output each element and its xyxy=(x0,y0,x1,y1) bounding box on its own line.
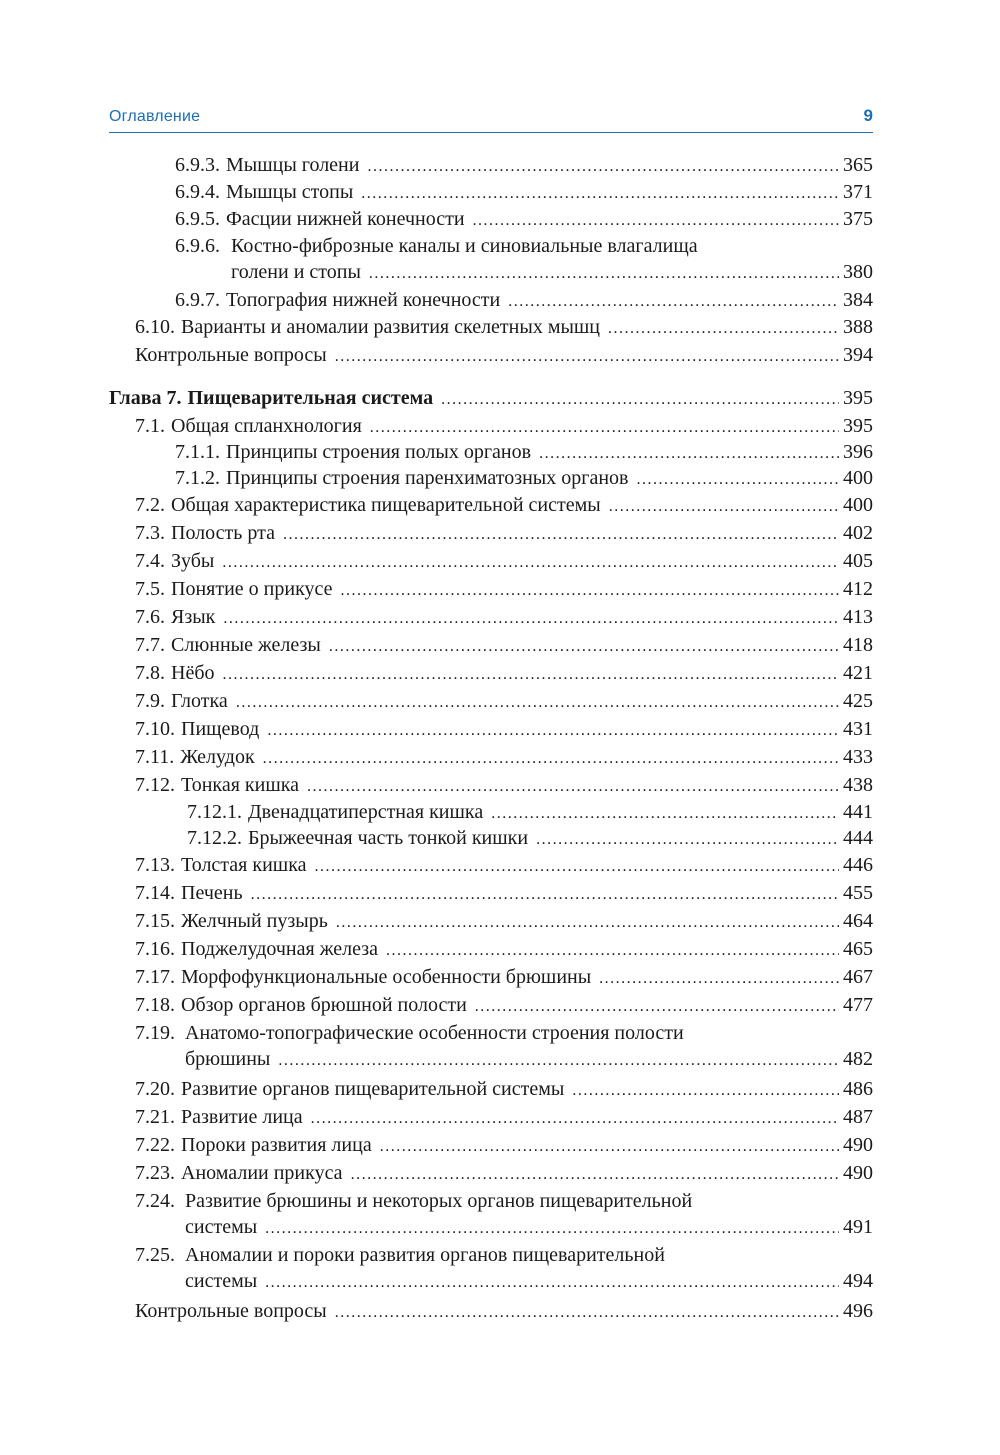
dot-leader xyxy=(236,689,839,717)
toc-entry-title: Топография нижней конечности xyxy=(226,289,501,311)
dot-leader xyxy=(265,1215,839,1243)
dot-leader xyxy=(311,1105,839,1133)
toc-entry-title: Принципы строения полых органов xyxy=(226,441,532,463)
toc-entry-number: 7.13. xyxy=(135,854,175,876)
toc-entry-page: 405 xyxy=(843,550,873,572)
toc-entry-page: 441 xyxy=(843,801,873,823)
toc-entry-number: 7.10. xyxy=(135,718,175,740)
toc-entry-number: 7.12. xyxy=(135,774,175,796)
dot-leader xyxy=(222,549,839,577)
toc-entry-page: 446 xyxy=(843,854,873,876)
toc-entry-number: 6.9.5. xyxy=(175,208,220,230)
toc-entry-page: 394 xyxy=(843,344,873,366)
toc-entry-title: Принципы строения паренхиматозных органов xyxy=(226,467,629,489)
toc-entry-title: Контрольные вопросы xyxy=(135,1300,327,1322)
toc-entry-page: 421 xyxy=(843,662,873,684)
dot-leader xyxy=(223,605,839,633)
dot-leader xyxy=(263,745,839,773)
toc-entry-number: 7.1. xyxy=(135,415,165,437)
toc-entry-title: Глотка xyxy=(171,690,228,712)
toc-entry-title: Поджелудочная железа xyxy=(181,938,379,960)
toc-entry-title-continuation: голени и стопы xyxy=(231,261,361,283)
toc-entry-page: 412 xyxy=(843,578,873,600)
toc-entry-title: Мышцы голени xyxy=(226,154,360,176)
toc-entry-number: 7.4. xyxy=(135,550,165,572)
toc-entry-number: 7.5. xyxy=(135,578,165,600)
toc-entry-page: 464 xyxy=(843,910,873,932)
toc-entry-title: Фасции нижней конечности xyxy=(226,208,465,230)
toc-entry-page: 418 xyxy=(843,634,873,656)
dot-leader xyxy=(267,717,839,745)
toc-entry-number: 7.20. xyxy=(135,1078,175,1100)
toc-entry-number: 7.2. xyxy=(135,494,165,516)
toc-entry-number: Глава 7. xyxy=(109,387,182,409)
toc-entry-page: 396 xyxy=(843,441,873,463)
toc-entry-number: 7.12.2. xyxy=(187,827,242,849)
toc-entry-title: Развитие брюшины и некоторых органов пищеварительной xyxy=(185,1190,693,1212)
toc-entry-page: 384 xyxy=(843,289,873,311)
dot-leader xyxy=(608,315,839,343)
dot-leader xyxy=(609,493,839,521)
dot-leader xyxy=(636,466,839,494)
toc-entry-title-continuation: системы xyxy=(185,1270,258,1292)
toc-entry-number: 7.21. xyxy=(135,1106,175,1128)
dot-leader xyxy=(341,577,839,605)
toc-entry-title: Желудок xyxy=(180,746,255,768)
dot-leader xyxy=(336,909,839,937)
toc-entry-title: Зубы xyxy=(171,550,215,572)
dot-leader xyxy=(367,153,839,181)
dot-leader xyxy=(386,937,839,965)
toc-entry-title: Язык xyxy=(171,606,216,628)
toc-entry-number: 6.9.4. xyxy=(175,181,220,203)
dot-leader xyxy=(307,773,839,801)
toc-entry-number: 7.3. xyxy=(135,522,165,544)
toc-entry-page: 380 xyxy=(843,261,873,283)
toc-entry-number: 7.24. xyxy=(135,1190,175,1212)
toc-entry-page: 395 xyxy=(843,387,873,409)
toc-entry-page: 490 xyxy=(843,1134,873,1156)
toc-entry-page: 433 xyxy=(843,746,873,768)
toc-entry-number: 7.15. xyxy=(135,910,175,932)
running-header xyxy=(109,104,873,133)
dot-leader xyxy=(380,1133,839,1161)
toc-entry-page: 496 xyxy=(843,1300,873,1322)
toc-entry-number: 7.1.2. xyxy=(175,467,220,489)
toc-entry-page: 494 xyxy=(843,1270,873,1292)
toc-entry-number: 7.14. xyxy=(135,882,175,904)
toc-entry-page: 467 xyxy=(843,966,873,988)
dot-leader xyxy=(283,521,839,549)
dot-leader xyxy=(441,386,839,414)
toc-entry-title: Аномалии прикуса xyxy=(181,1162,343,1184)
toc-entry-title: Морфофункциональные особенности брюшины xyxy=(181,966,592,988)
toc-entry-page: 465 xyxy=(843,938,873,960)
toc-entry-page: 395 xyxy=(843,415,873,437)
toc-entry-title: Аномалии и пороки развития органов пищеварительной xyxy=(185,1244,665,1266)
toc-entry-title: Тонкая кишка xyxy=(181,774,300,796)
toc-entry-page: 388 xyxy=(843,316,873,338)
toc-entry-page: 425 xyxy=(843,690,873,712)
toc-entry-number: 7.11. xyxy=(135,746,175,768)
toc-entry-title: Нёбо xyxy=(171,662,215,684)
dot-leader xyxy=(265,1269,839,1297)
toc-entry-number: 7.9. xyxy=(135,690,165,712)
toc-entry-title: Желчный пузырь xyxy=(181,910,328,932)
toc-entry-page: 490 xyxy=(843,1162,873,1184)
dot-leader xyxy=(369,260,839,288)
toc-entry-number: 7.25. xyxy=(135,1244,175,1266)
toc-entry-title: Анатомо-топографические особенности строения полости xyxy=(185,1022,684,1044)
toc-entry-title: Мышцы стопы xyxy=(226,181,354,203)
toc-entry-number: 7.1.1. xyxy=(175,441,220,463)
toc-entry-title: Печень xyxy=(181,882,243,904)
dot-leader xyxy=(335,343,839,371)
toc-entry-number: 7.8. xyxy=(135,662,165,684)
dot-leader xyxy=(329,633,839,661)
toc-entry-title: Брыжеечная часть тонкой кишки xyxy=(248,827,529,849)
dot-leader xyxy=(335,1299,839,1327)
toc-entry-number: 6.9.3. xyxy=(175,154,220,176)
toc-entry-title: Костно-фиброзные каналы и синовиальные влагалища xyxy=(231,235,698,257)
toc-entry-page: 402 xyxy=(843,522,873,544)
toc-entry-page: 482 xyxy=(843,1048,873,1070)
dot-leader xyxy=(473,207,839,235)
dot-leader xyxy=(475,993,839,1021)
dot-leader xyxy=(361,180,839,208)
toc-entry-title: Пороки развития лица xyxy=(181,1134,372,1156)
toc-entry-title: Контрольные вопросы xyxy=(135,344,327,366)
toc-entry-page: 375 xyxy=(843,208,873,230)
section-name: Оглавление xyxy=(109,108,201,125)
toc-entry-title: Общая спланхнология xyxy=(171,415,362,437)
toc-entry-page: 365 xyxy=(843,154,873,176)
toc-entry-page: 431 xyxy=(843,718,873,740)
dot-leader xyxy=(572,1077,839,1105)
dot-leader xyxy=(351,1161,839,1189)
toc-entry-number: 6.9.7. xyxy=(175,289,220,311)
toc-entry-page: 413 xyxy=(843,606,873,628)
toc-entry-page: 444 xyxy=(843,827,873,849)
toc-entry-title: Толстая кишка xyxy=(181,854,307,876)
toc-entry-title: Полость рта xyxy=(171,522,275,544)
toc-entry-number: 7.7. xyxy=(135,634,165,656)
toc-entry-title: Развитие органов пищеварительной системы xyxy=(181,1078,565,1100)
toc-entry-title: Пищевод xyxy=(181,718,260,740)
toc-entry-page: 477 xyxy=(843,994,873,1016)
toc-entry-title: Общая характеристика пищеварительной системы xyxy=(171,494,601,516)
toc-entry-title-continuation: брюшины xyxy=(185,1048,271,1070)
toc-entry-title: Обзор органов брюшной полости xyxy=(181,994,467,1016)
dot-leader xyxy=(536,826,839,854)
toc-entry-page: 487 xyxy=(843,1106,873,1128)
toc-entry-page: 400 xyxy=(843,494,873,516)
toc-entry-number: 7.18. xyxy=(135,994,175,1016)
toc-entry-number: 6.10. xyxy=(135,316,175,338)
toc-entry-title: Развитие лица xyxy=(181,1106,303,1128)
toc-entry-title: Пищеварительная система xyxy=(187,387,434,409)
toc-entry-number: 7.12.1. xyxy=(187,801,242,823)
toc-entry-number: 7.19. xyxy=(135,1022,175,1044)
toc-entry-title: Двенадцатиперстная кишка xyxy=(248,801,484,823)
toc-entry-page: 371 xyxy=(843,181,873,203)
toc-entry-number: 7.17. xyxy=(135,966,175,988)
toc-entry-number: 7.22. xyxy=(135,1134,175,1156)
toc-entry-page: 438 xyxy=(843,774,873,796)
toc-entry-number: 7.23. xyxy=(135,1162,175,1184)
toc-entry-title: Слюнные железы xyxy=(171,634,321,656)
toc-entry-page: 400 xyxy=(843,467,873,489)
toc-entry-page: 486 xyxy=(843,1078,873,1100)
toc-entry-title-continuation: системы xyxy=(185,1216,258,1238)
toc-entry-page: 455 xyxy=(843,882,873,904)
dot-leader xyxy=(278,1047,839,1075)
dot-leader xyxy=(314,853,839,881)
toc-entry-page: 491 xyxy=(843,1216,873,1238)
page-number: 9 xyxy=(863,106,873,125)
dot-leader xyxy=(251,881,839,909)
dot-leader xyxy=(599,965,839,993)
toc-entry-title: Варианты и аномалии развития скелетных мышц xyxy=(181,316,601,338)
toc-entry-number: 7.16. xyxy=(135,938,175,960)
toc-entry-number: 7.6. xyxy=(135,606,165,628)
toc-entry-number: 6.9.6. xyxy=(175,235,220,257)
dot-leader xyxy=(508,288,839,316)
toc-entry-title: Понятие о прикусе xyxy=(171,578,333,600)
dot-leader xyxy=(223,661,840,689)
